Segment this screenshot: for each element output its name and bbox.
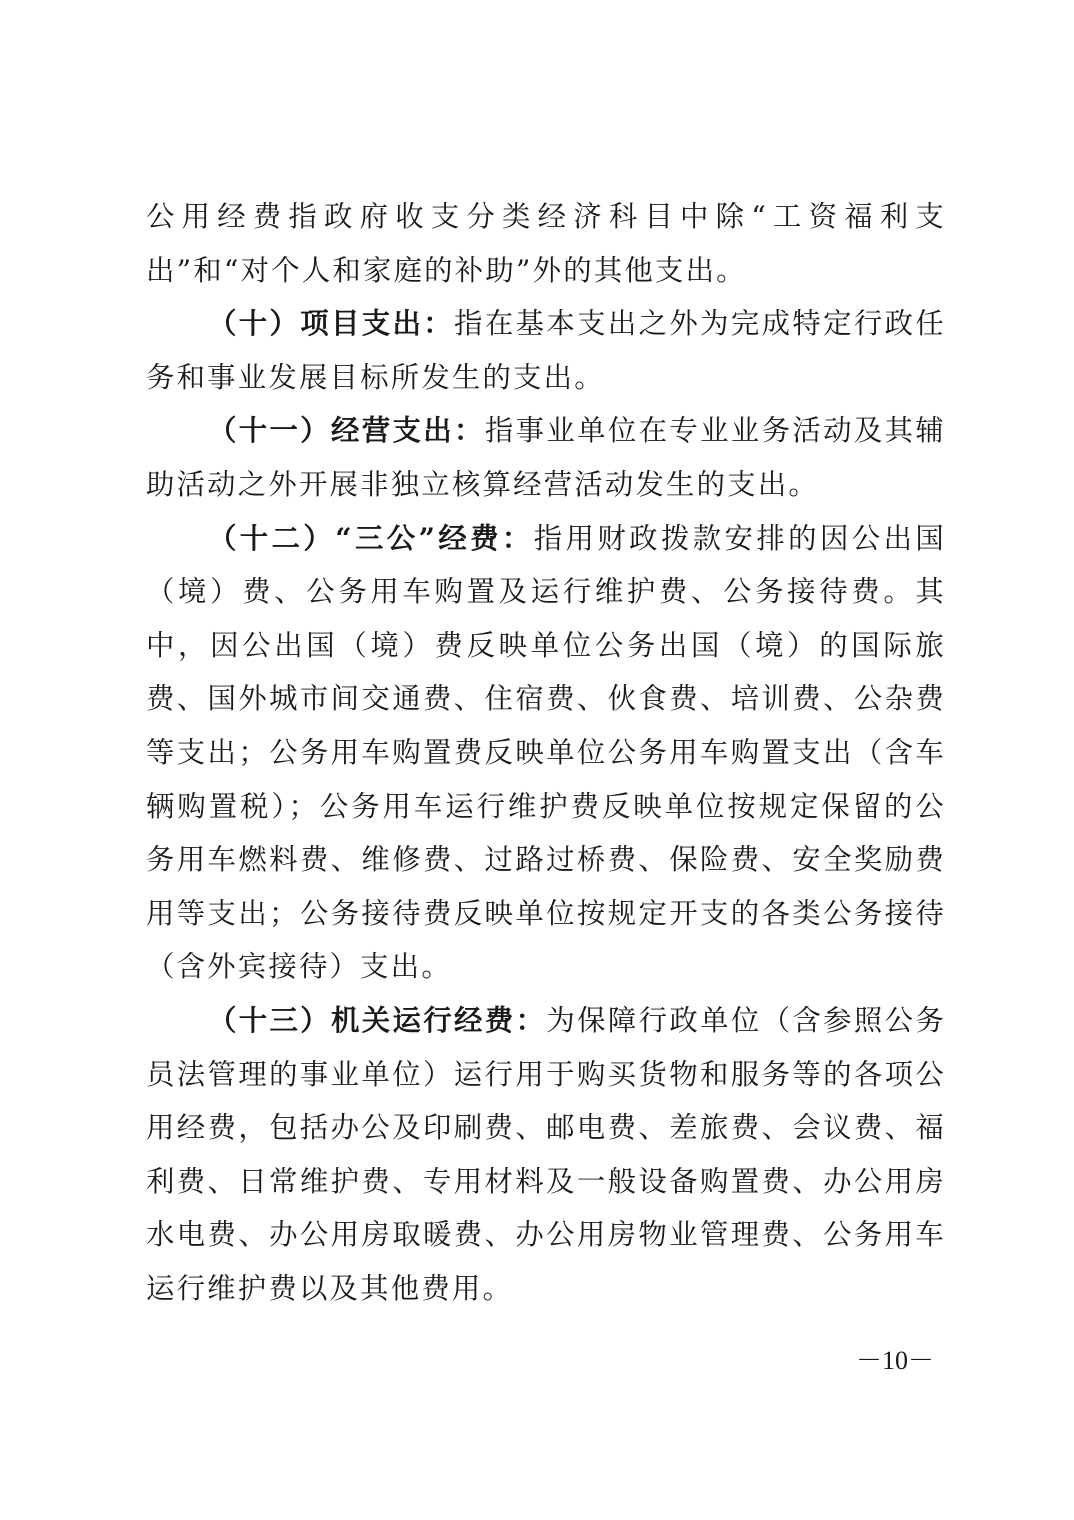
page-number: －10－: [856, 1346, 935, 1375]
paragraph-heading: （十一）经营支出：: [208, 413, 485, 448]
paragraph-text: 公用经费指政府收支分类经济科目中除“工资福利支出”和“对个人和家庭的补助”外的其他支出。: [146, 200, 946, 287]
paragraph-agency-operating-funds: [146, 994, 946, 1316]
paragraph-operating-expenditure: [146, 404, 946, 511]
paragraph-heading: （十）项目支出：: [208, 306, 455, 341]
paragraph-text: 指用财政拨款安排的因公出国（境）费、公务用车购置及运行维护费、公务接待费。其中，因公出国（境）费反映单位公务出国（境）的国际旅费、国外城市间交通费、住宿费、伙食费、培训费、公杂费等支出；公务用车购置费反映单位公务用车购置支出（含车辆购置税）；公务用车运行维护费反映单位按规定保留的公务用车燃料费、维修费、过路过桥费、保险费、安全奖励费用等支出；公务接待费反映单位按规定开支的各类公务接待（含外宾接待）支出。: [146, 521, 946, 984]
body-text: [146, 190, 946, 1315]
paragraph-text: 指事业单位在专业业务活动及其辅助活动之外开展非独立核算经营活动发生的支出。: [146, 414, 946, 501]
paragraph-text: 为保障行政单位（含参照公务员法管理的事业单位）运行用于购买货物和服务等的各项公用经费，包括办公及印刷费、邮电费、差旅费、会议费、福利费、日常维护费、专用材料及一般设备购置费、办公用房水电费、办公用房取暖费、办公用房物业管理费、公务用车运行维护费以及其他费用。: [146, 1003, 946, 1305]
paragraph-text: 指在基本支出之外为完成特定行政任务和事业发展目标所发生的支出。: [146, 307, 946, 394]
paragraph-public-funds: [146, 190, 946, 297]
paragraph-project-expenditure: [146, 297, 946, 404]
paragraph-three-public-expenses: [146, 512, 946, 994]
paragraph-heading: （十三）机关运行经费：: [208, 1002, 547, 1037]
paragraph-heading: （十二）“三公”经费：: [208, 520, 534, 555]
